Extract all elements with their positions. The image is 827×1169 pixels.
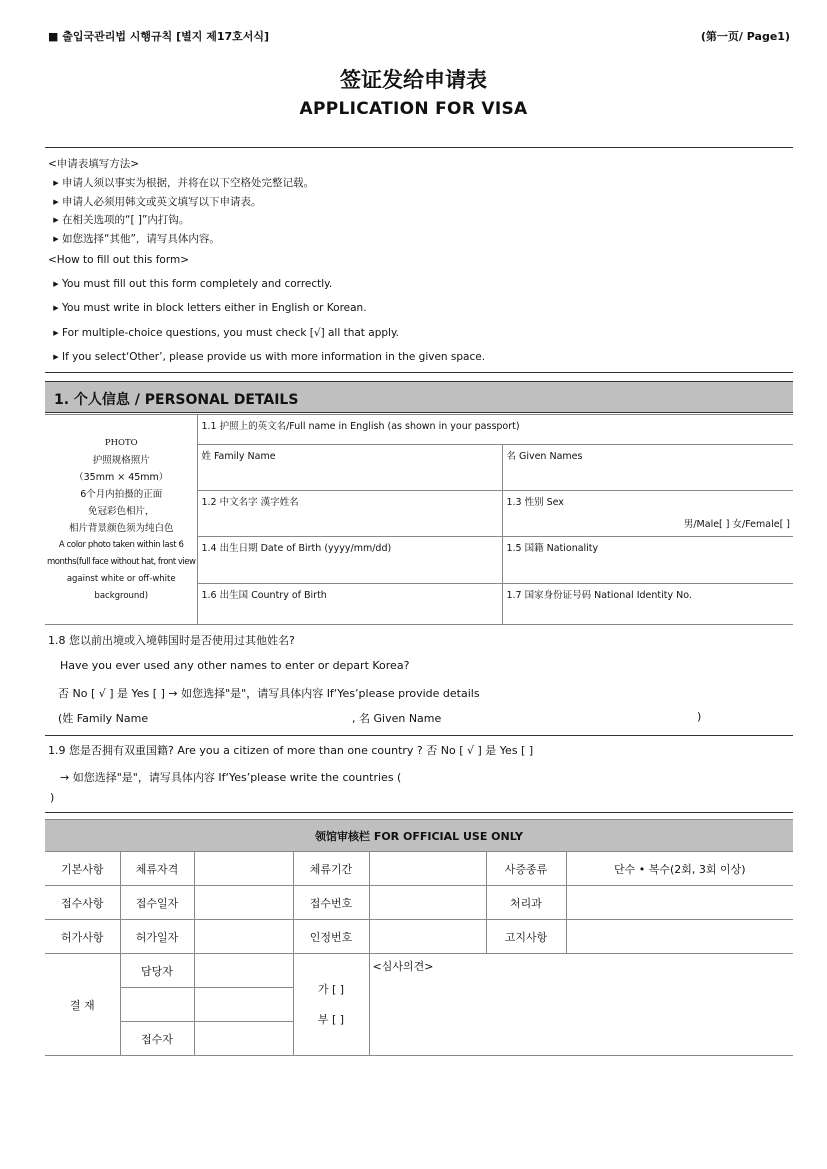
instruction-item: ▶ 申请人必须用韩文或英文填写以下申请表。: [50, 194, 262, 209]
receiver-label: 접수자: [120, 1022, 194, 1056]
chinese-name-field[interactable]: [198, 491, 503, 537]
full-name-label: 1.1 护照上的英文名/Full name in English (as shown in your passport): [198, 415, 793, 445]
period-of-stay-label: 체류기간: [293, 852, 369, 886]
question-1-8: 1.8 您以前出境或入境韩国时是否使用过其他姓名?: [48, 634, 295, 647]
date-of-birth-field[interactable]: [198, 537, 503, 584]
photo-box[interactable]: PHOTO 护照规格照片 （35mm × 45mm） 6个月内拍摄的正面 免冠彩色相片， 相片背景颜色须为纯白色 A color photo taken within last 6 months(full face without hat, front view against white or off-white background): [45, 415, 198, 625]
form-title-chinese: 签证发给申请表: [340, 68, 487, 92]
divider: [45, 812, 793, 813]
bullet-arrow-icon: ▶: [53, 198, 59, 206]
review-opinion-label: <심사의견>: [372, 960, 434, 973]
bullet-arrow-icon: ▶: [53, 179, 59, 187]
officer-field[interactable]: [194, 954, 293, 988]
closing-paren: ): [697, 710, 702, 723]
divider: [45, 372, 793, 373]
section-header-personal-details: [45, 381, 793, 413]
notice-field[interactable]: [566, 920, 793, 954]
bullet-arrow-icon: ▶: [53, 235, 59, 243]
approval-number-field[interactable]: [369, 920, 486, 954]
permit-date-field[interactable]: [194, 920, 293, 954]
decision-no[interactable]: 부 [ ]: [317, 1012, 345, 1026]
bullet-arrow-icon: ▶: [53, 353, 59, 361]
given-names-label: 名 Given Names: [506, 451, 583, 462]
instruction-item: ▶ 如您选择“其他”，请写具体内容。: [50, 231, 220, 246]
country-of-birth-label: 1.6 出生国 Country of Birth: [201, 590, 327, 601]
decision-box[interactable]: [293, 954, 369, 1056]
sex-checkboxes[interactable]: 男/Male[ ] 女/Female[ ]: [683, 519, 790, 530]
receipt-date-field[interactable]: [194, 886, 293, 920]
review-opinion-field[interactable]: [369, 954, 793, 1056]
divider: [45, 147, 793, 148]
closing-paren: ): [50, 791, 55, 804]
family-name-label: 姓 Family Name: [201, 451, 276, 462]
decision-yes[interactable]: 가 [ ]: [317, 982, 345, 996]
receipt-info-label: 접수사항: [45, 886, 120, 920]
receipt-number-field[interactable]: [369, 886, 486, 920]
form-title-english: APPLICATION FOR VISA: [299, 99, 528, 119]
other-names-checkboxes[interactable]: 否 No [ √ ] 是 Yes [ ] → 如您选择"是"，请写具体内容 If‘Yes’please provide details: [58, 687, 480, 700]
bullet-arrow-icon: ▶: [53, 280, 59, 288]
bullet-arrow-icon: ▶: [53, 216, 59, 224]
other-family-name-label: (姓 Family Name: [58, 712, 149, 725]
instruction-item: ▶ If you select‘Other’, please provide us with more information in the given space.: [50, 351, 485, 363]
processing-dept-field[interactable]: [566, 886, 793, 920]
personal-details-table: [45, 414, 793, 625]
instruction-item: ▶ You must write in block letters either in English or Korean.: [50, 302, 367, 314]
instruction-item: ▶ You must fill out this form completely and correctly.: [50, 278, 332, 290]
approval-number-label: 인정번호: [293, 920, 369, 954]
period-of-stay-field[interactable]: [369, 852, 486, 886]
receipt-date-label: 접수일자: [120, 886, 194, 920]
approval-label: 결 재: [45, 954, 120, 1056]
permit-date-label: 허가일자: [120, 920, 194, 954]
instruction-item: ▶ For multiple-choice questions, you must check [√] all that apply.: [50, 327, 399, 339]
country-of-birth-field[interactable]: [198, 584, 503, 625]
visa-type-field[interactable]: 단수 • 복수(2회, 3회 이상): [566, 852, 793, 886]
instructions-cn-heading: <申请表填写方法>: [48, 158, 140, 170]
page-number: (第一页/ Page1): [700, 30, 790, 43]
date-of-birth-label: 1.4 出生日期 Date of Birth (yyyy/mm/dd): [201, 543, 392, 554]
basic-info-label: 기본사항: [45, 852, 120, 886]
family-name-field[interactable]: [198, 445, 503, 491]
officer-label: 담당자: [120, 954, 194, 988]
official-use-title: 领馆审核栏 FOR OFFICIAL USE ONLY: [45, 820, 793, 852]
sex-field[interactable]: [503, 491, 793, 537]
status-of-stay-label: 체류자격: [120, 852, 194, 886]
approver-2-label: [120, 988, 194, 1022]
national-id-label: 1.7 国家身份证号码 National Identity No.: [506, 590, 692, 601]
bullet-arrow-icon: ▶: [53, 329, 59, 337]
divider: [45, 735, 793, 736]
chinese-name-label: 1.2 中文名字 漢字姓名: [201, 497, 299, 508]
nationality-field[interactable]: [503, 537, 793, 584]
visa-type-label: 사증종류: [486, 852, 566, 886]
instruction-item: ▶ 在相关选项的“[ ]”内打钩。: [50, 212, 189, 227]
other-given-name-label: , 名 Given Name: [352, 712, 442, 725]
processing-dept-label: 처리과: [486, 886, 566, 920]
instruction-item: ▶ 申请人须以事实为根据，并将在以下空格处完整记载。: [50, 175, 314, 190]
official-use-table: [45, 819, 793, 1056]
form-reference: ■ 출입국관리법 시행규칙 [별지 제17호서식]: [48, 30, 270, 43]
status-of-stay-field[interactable]: [194, 852, 293, 886]
given-names-field[interactable]: [503, 445, 793, 491]
bullet-arrow-icon: ▶: [53, 304, 59, 312]
receiver-field[interactable]: [194, 1022, 293, 1056]
nationality-label: 1.5 国籍 Nationality: [506, 543, 599, 554]
receipt-number-label: 접수번호: [293, 886, 369, 920]
notice-label: 고지사항: [486, 920, 566, 954]
section-title: 1. 个人信息 / PERSONAL DETAILS: [54, 392, 299, 408]
question-1-8-english: Have you ever used any other names to enter or depart Korea?: [60, 659, 410, 672]
instructions-en-heading: <How to fill out this form>: [48, 254, 190, 266]
national-id-field[interactable]: [503, 584, 793, 625]
sex-label: 1.3 性别 Sex: [506, 497, 564, 508]
question-1-9[interactable]: 1.9 您是否拥有双重国籍? Are you a citizen of more than one country ? 否 No [ √ ] 是 Yes [ ]: [48, 744, 534, 757]
permit-info-label: 허가사항: [45, 920, 120, 954]
dual-citizenship-detail: → 如您选择"是"，请写具体内容 If‘Yes’please write the countries (: [60, 771, 402, 784]
approver-2-field[interactable]: [194, 988, 293, 1022]
